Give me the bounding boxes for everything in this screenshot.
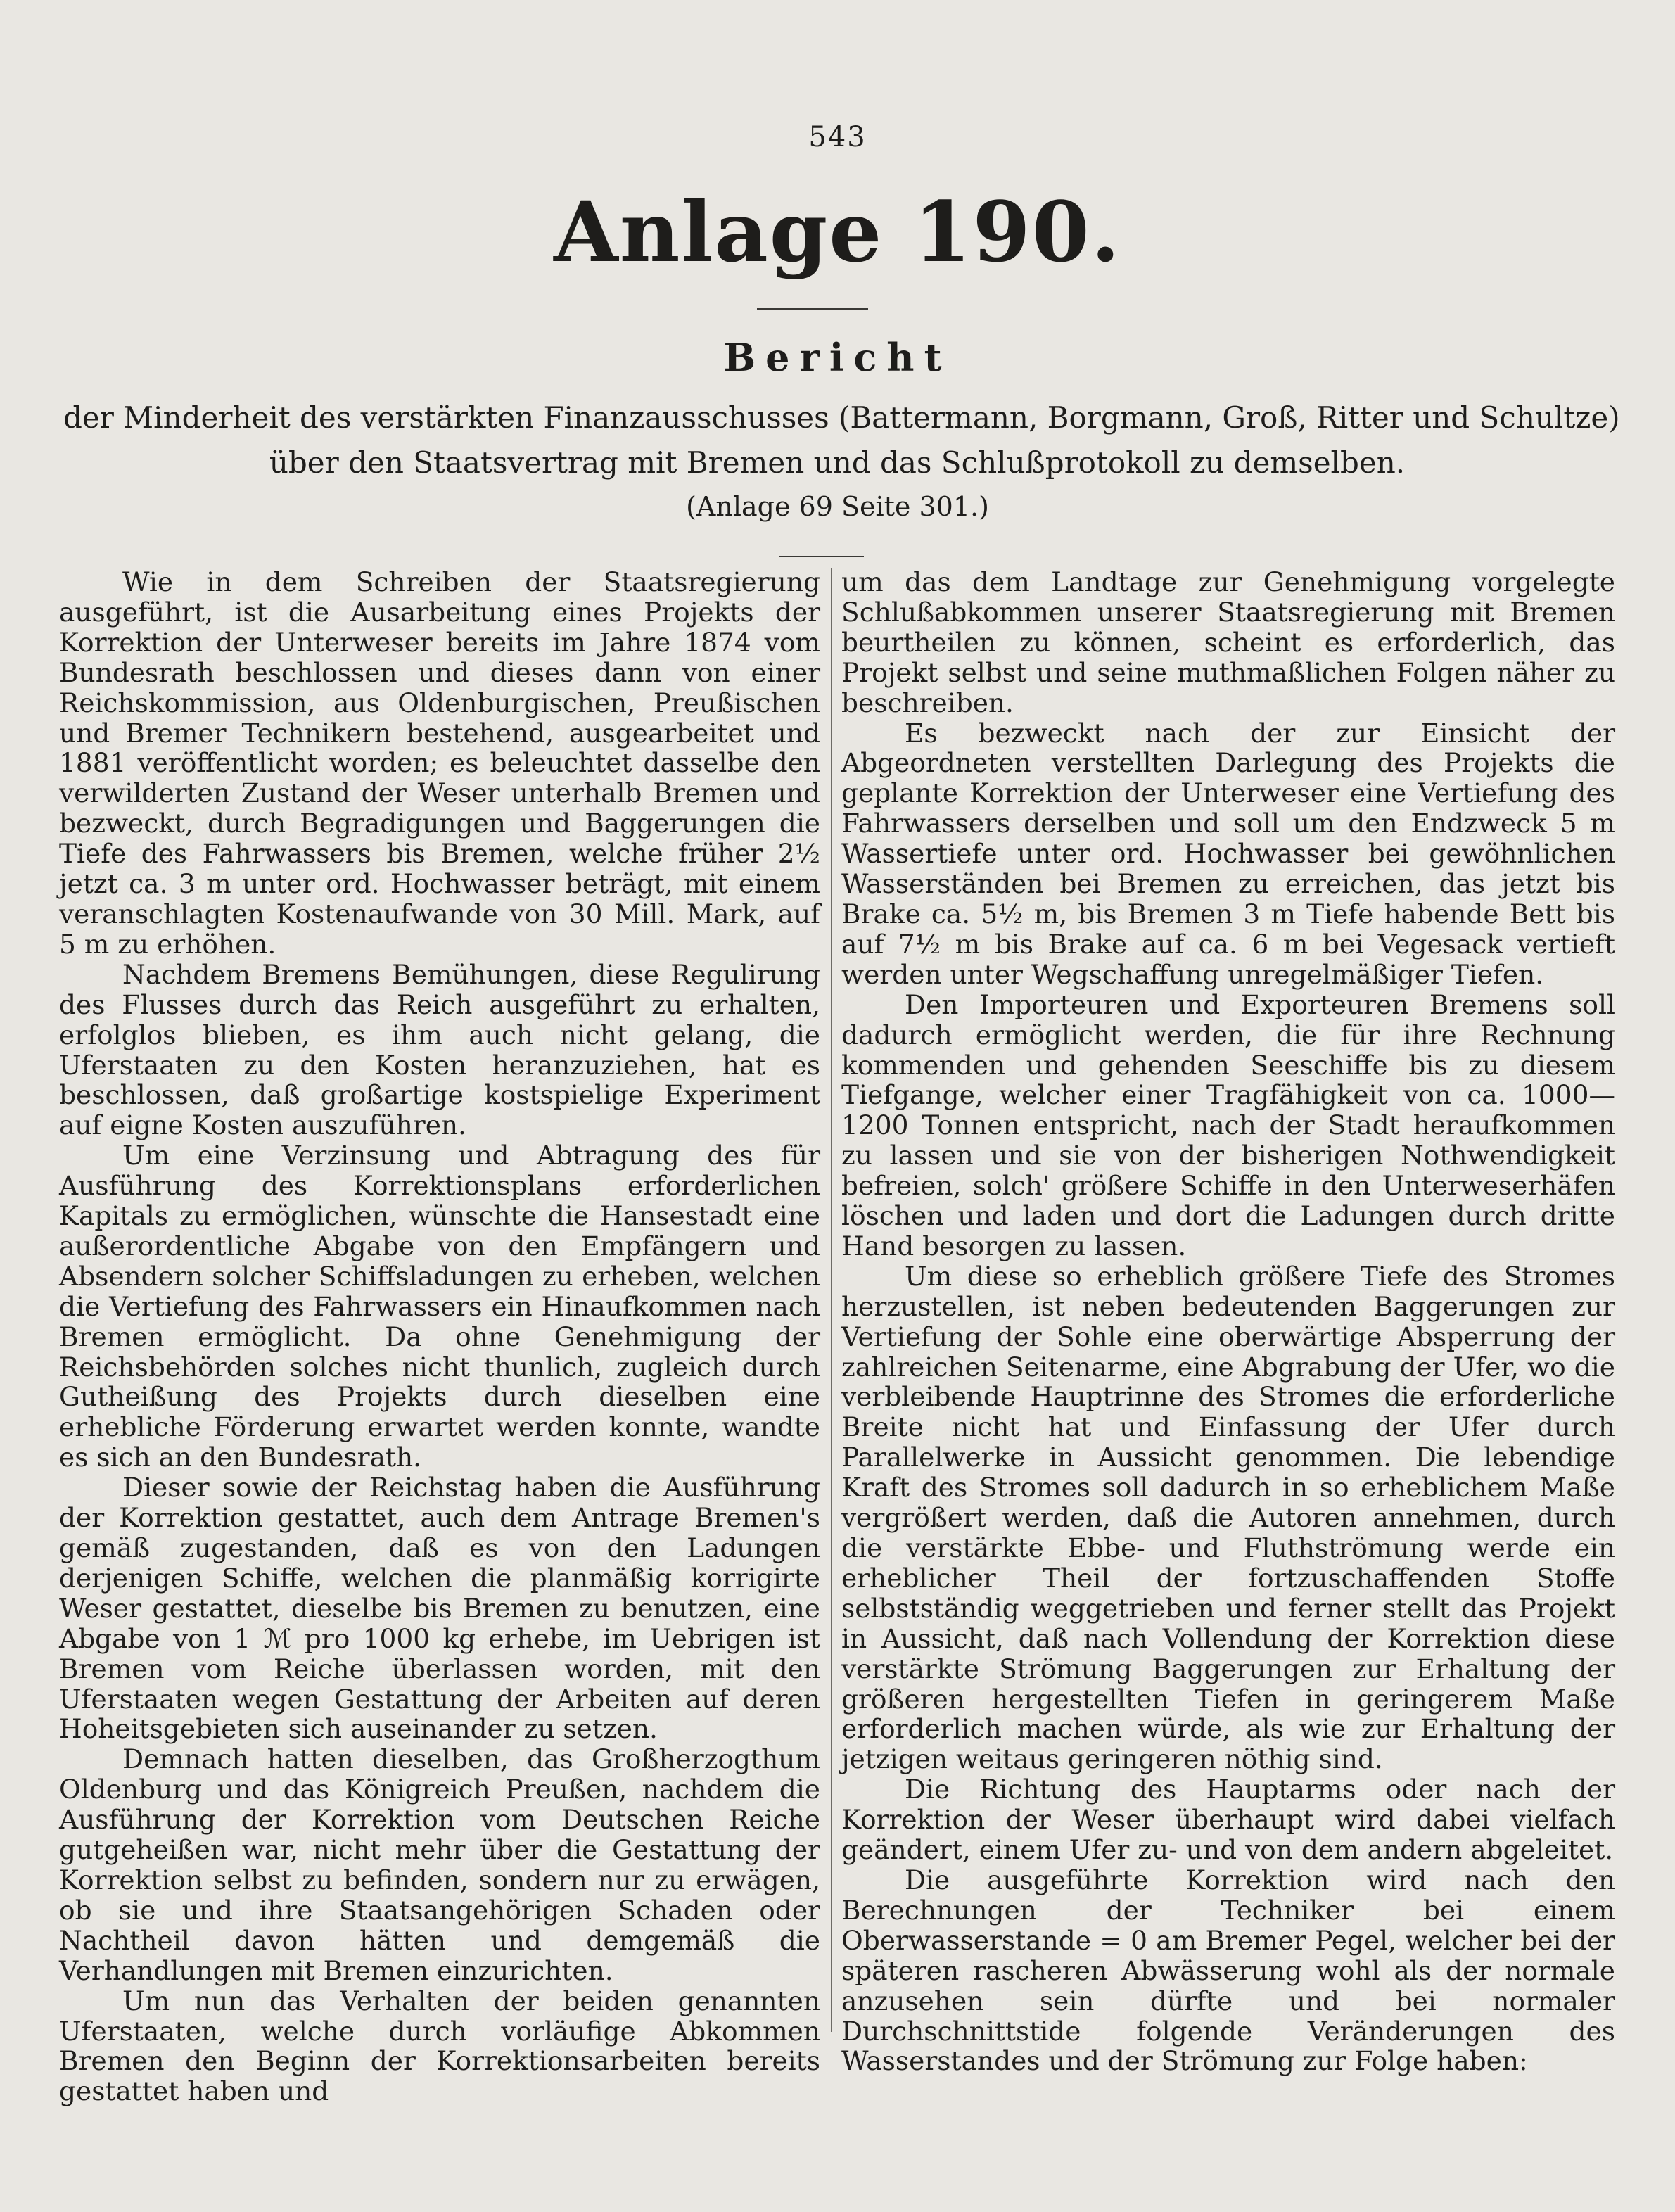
report-heading: Bericht	[723, 335, 952, 380]
page-number: 543	[808, 121, 867, 153]
column-divider	[831, 568, 832, 2032]
left-paragraph: Wie in dem Schreiben der Staatsregierung ausgeführt, ist die Ausarbeitung eines Projekts der Korrektion der Unterweser bereits im Jahre 1874 vom Bundesrath beschlossen und dieses dann von einer Reichskommission, aus Oldenburgischen, Preußischen und Bremer Technikern bestehend, ausgearbeitet und 1881 veröffentlicht worden; es beleuchtet dasselbe den verwilderten Zustand der Weser unterhalb Bremen und bezweckt, durch Begradigungen und Baggerungen die Tiefe des Fahrwassers bis Bremen, welche früher 2½ jetzt ca. 3 m unter ord. Hochwasser beträgt, mit einem veranschlagten Kostenaufwande von 30 Mill. Mark, auf 5 m zu erhöhen.	[59, 566, 820, 960]
appendix-title: Anlage 190.	[554, 183, 1121, 281]
right-paragraph: Die ausgeführte Korrektion wird nach den Berechnungen der Techniker bei einem Oberwasserstande = 0 am Bremer Pegel, welcher bei der späteren rascheren Abwässerung wohl als der normale anzusehen sein dürfte und bei normaler Durchschnittstide folgende Veränderungen des Wasserstandes und der Strömung zur Folge haben:	[841, 1864, 1615, 2077]
title-divider	[757, 308, 868, 310]
appendix-reference: (Anlage 69 Seite 301.)	[686, 491, 989, 522]
right-paragraph: Es bezweckt nach der zur Einsicht der Abgeordneten verstellten Darlegung des Projekts die geplante Korrektion der Unterweser eine Vertiefung des Fahrwassers derselben und soll um den Endzweck 5 m Wassertiefe unter ord. Hochwasser bei gewöhnlichen Wasserständen bei Bremen zu erreichen, das jetzt bis Brake ca. 5½ m, bis Bremen 3 m Tiefe habende Bett bis auf 7½ m bis Brake auf ca. 6 m bei Vegesack vertieft werden unter Wegschaffung unregelmäßiger Tiefen.	[841, 717, 1615, 990]
right-column	[841, 567, 1615, 2076]
left-paragraph: Um eine Verzinsung und Abtragung des für Ausführung des Korrektionsplans erforderlichen Kapitals zu ermöglichen, wünschte die Hansestadt eine außerordentliche Abgabe von den Empfängern und Absendern solcher Schiffsladungen zu erheben, welchen die Vertiefung des Fahrwassers ein Hinaufkommen nach Bremen ermöglicht. Da ohne Genehmigung der Reichsbehörden solches nicht thunlich, zugleich durch Gutheißung des Projekts durch dieselben eine erhebliche Förderung erwartet werden konnte, wandte es sich an den Bundesrath.	[59, 1140, 820, 1473]
left-column	[59, 567, 820, 2106]
report-subtitle-line-2: über den Staatsvertrag mit Bremen und das Schlußprotokoll zu demselben.	[269, 445, 1406, 480]
right-paragraph: Um diese so erheblich größere Tiefe des Stromes herzustellen, ist neben bedeutenden Baggerungen zur Vertiefung der Sohle eine oberwärtige Absperrung der zahlreichen Seitenarme, eine Abgrabung der Ufer, wo die verbleibende Hauptrinne des Stromes die erforderliche Breite nicht hat und Einfassung der Ufer durch Parallelwerke in Aussicht genommen. Die lebendige Kraft des Stromes soll dadurch in so erheblichem Maße vergrößert werden, daß die Autoren annehmen, durch die verstärkte Ebbe- und Fluthströmung werde ein erheblicher Theil der fortzuschaffenden Stoffe selbstständig weggetrieben und ferner stellt das Projekt in Aussicht, daß nach Vollendung der Korrektion diese verstärkte Strömung Baggerungen zur Erhaltung der größeren hergestellten Tiefen in geringerem Maße erforderlich machen würde, als wie zur Erhaltung der jetzigen weitaus geringeren nöthig sind.	[841, 1260, 1615, 1775]
left-paragraph: Um nun das Verhalten der beiden genannten Uferstaaten, welche durch vorläufige Abkommen Bremen den Beginn der Korrektionsarbeiten bereits gestattet haben und	[59, 1985, 820, 2107]
reference-divider	[779, 556, 864, 557]
right-paragraph: Die Richtung des Hauptarms oder nach der Korrektion der Weser überhaupt wird dabei vielfach geändert, einem Ufer zu- und von dem andern abgeleitet.	[841, 1774, 1615, 1866]
left-paragraph: Demnach hatten dieselben, das Großherzogthum Oldenburg und das Königreich Preußen, nachdem die Ausführung der Korrektion vom Deutschen Reiche gutgeheißen war, nicht mehr über die Gestattung der Korrektion selbst zu befinden, sondern nur zu erwägen, ob sie und ihre Staatsangehörigen Schaden oder Nachtheil davon hätten und demgemäß die Verhandlungen mit Bremen einzurichten.	[59, 1743, 820, 1986]
right-paragraph: um das dem Landtage zur Genehmigung vorgelegte Schlußabkommen unserer Staatsregierung mit Bremen beurtheilen zu können, scheint es erforderlich, das Projekt selbst und seine muthmaßlichen Folgen näher zu beschreiben.	[841, 566, 1615, 718]
left-paragraph: Dieser sowie der Reichstag haben die Ausführung der Korrektion gestattet, auch dem Antrage Bremen's gemäß zugestanden, daß es von den Ladungen derjenigen Schiffe, welchen die planmäßig korrigirte Weser gestattet, dieselbe bis Bremen zu benutzen, eine Abgabe von 1 ℳ pro 1000 kg erhebe, im Uebrigen ist Bremen vom Reiche überlassen worden, mit den Uferstaaten wegen Gestattung der Arbeiten auf deren Hoheitsgebieten sich auseinander zu setzen.	[59, 1472, 820, 1745]
left-paragraph: Nachdem Bremens Bemühungen, diese Regulirung des Flusses durch das Reich ausgeführt zu erhalten, erfolglos blieben, es ihm auch nicht gelang, die Uferstaaten zu den Kosten heranzuziehen, hat es beschlossen, daß großartige kostspielige Experiment auf eigne Kosten auszuführen.	[59, 958, 820, 1141]
report-subtitle-line-1: der Minderheit des verstärkten Finanzausschusses (Battermann, Borgmann, Groß, Ritter und Schultze)	[63, 400, 1620, 435]
right-paragraph: Den Importeuren und Exporteuren Bremens soll dadurch ermöglicht werden, die für ihre Rechnung kommenden und gehenden Seeschiffe bis zu diesem Tiefgange, welcher einer Tragfähigkeit von ca. 1000—1200 Tonnen entspricht, nach der Stadt heraufkommen zu lassen und sie von der bisherigen Nothwendigkeit befreien, solch' größere Schiffe in den Unterweserhäfen löschen und laden und dort die Ladungen durch dritte Hand besorgen zu lassen.	[841, 989, 1615, 1261]
